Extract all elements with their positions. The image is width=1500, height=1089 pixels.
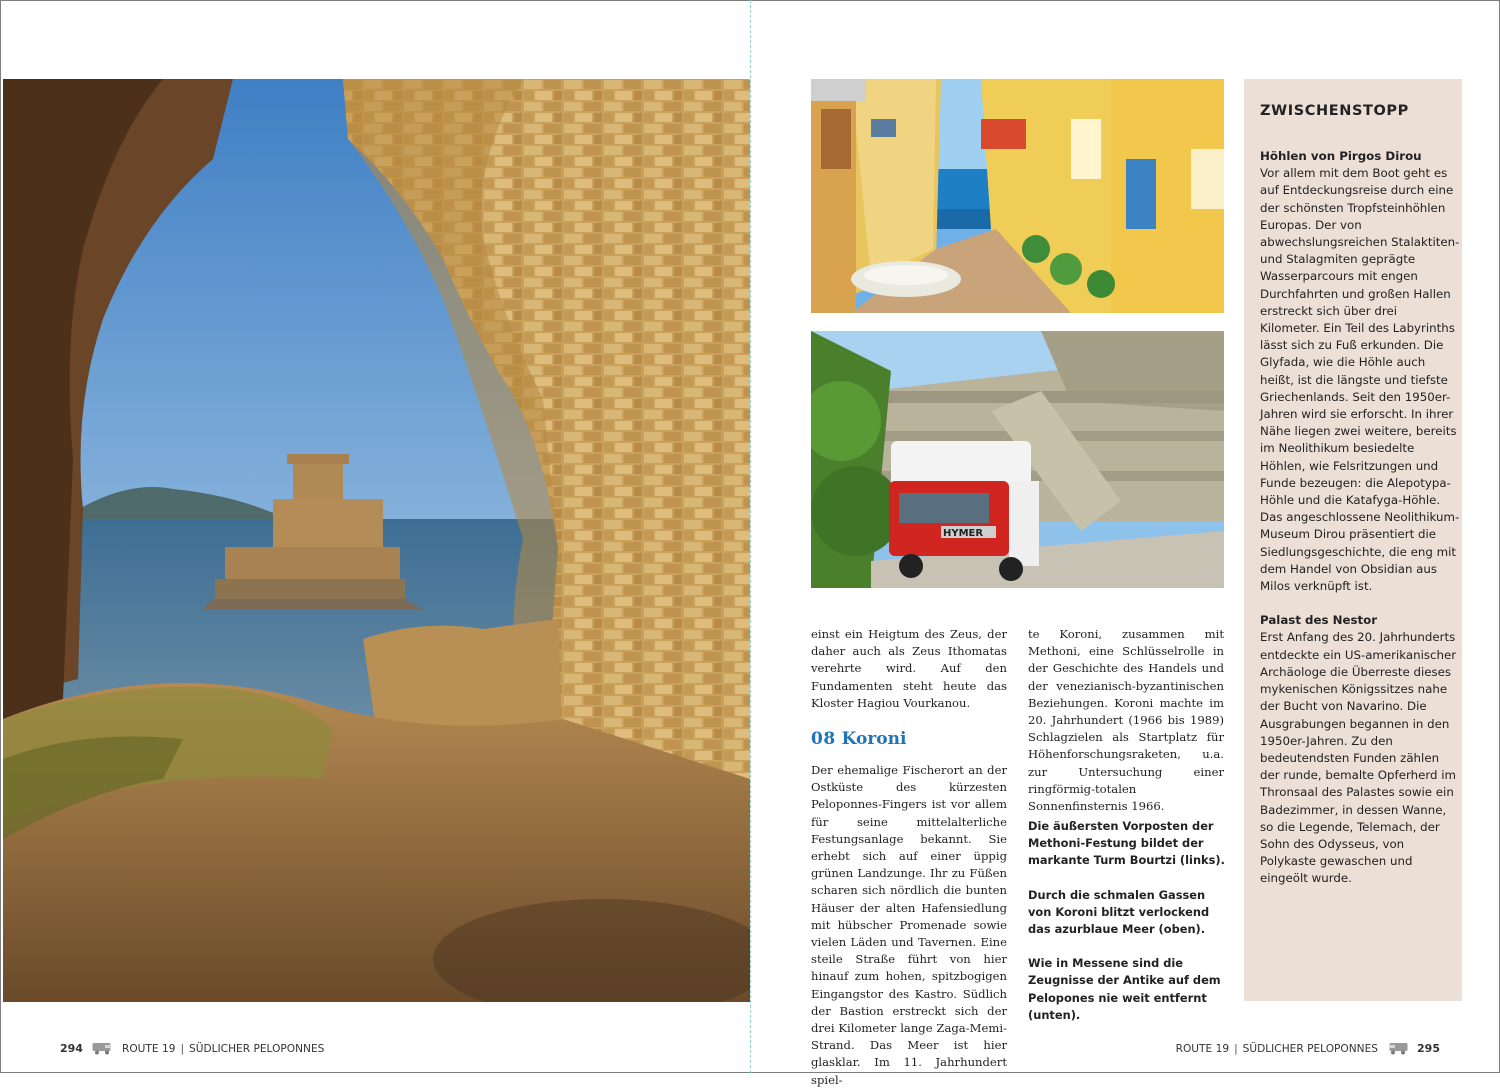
page-number-left: 294 <box>60 1042 83 1055</box>
intro-paragraph: einst ein Heigtum des Zeus, der daher auch als Zeus Ithomatas verehrte wird. Auf den Fundamenten steht heute das Kloster Hagiou Vourkanou. <box>811 627 1007 710</box>
sidebar-entry-text: Vor allem mit dem Boot geht es auf Entdeckungsreise durch eine der schönsten Tropfsteinhöhlen Europas. Der von abwechslungsreichen Stalaktiten- und Stalagmiten geprägte Wasserparcours mit engen Durchfahrten und großen Hallen erstreckt sich über drei Kilometer. Ein Teil des Labyrinths lässt sich zu Fuß erkunden. Die Glyfada, wie die Höhle auch heißt, ist die längste und tiefste Griechenlands. Seit den 1950er-Jahren wird sie erforscht. In ihrer Nähe liegen zwei weitere, bereits im Neolithikum besiedelte Höhlen, wie Felsritzungen und Funde bezeugen: die Alepotypa-Höhle und die Katafyga-Höhle. Das angeschlossene Neolithikum-Museum Dirou präsentiert die Siedlungsgeschichte, die eng mit dem Handel von Obsidian aus Milos verknüpft ist. <box>1260 166 1460 594</box>
footer-separator: | <box>1234 1042 1238 1055</box>
camper-icon <box>1387 1042 1408 1055</box>
region-label-right: SÜDLICHER PELOPONNES <box>1242 1042 1379 1055</box>
alley-illustration <box>811 79 1224 313</box>
alley-photo <box>811 79 1224 313</box>
route-label-left: ROUTE 19 <box>121 1042 176 1055</box>
sidebar-title: ZWISCHENSTOPP <box>1260 103 1409 119</box>
caption-fortress: Die äußersten Vorposten der Methoni-Festung bildet der markante Turm Bourtzi (links). <box>1028 819 1225 868</box>
route-label-right: ROUTE 19 <box>1175 1042 1230 1055</box>
camper-brand-text: HYMER <box>943 528 984 539</box>
camper-photo <box>811 331 1224 588</box>
sidebar-entry-text: Erst Anfang des 20. Jahrhunderts entdeckte ein US-amerikanischer Archäologe die Überreste dieses mykenischen Königssitzes nahe der Bucht von Navarino. Die Ausgrabungen begannen in den 1950er-Jahren. Zu den bedeutendsten Funden zählen der runde, bemalte Opferherd im Thronsaal des Palastes sowie ein Badezimmer, in dessen Wanne, so die Legende, Telemach, der Sohn des Odysseus, von Polykaste gewaschen und eingeölt wurde. <box>1260 630 1457 886</box>
caption-camper: Wie in Messene sind die Zeugnisse der Antike auf dem Pelopones nie weit entfernt (unten). <box>1028 956 1221 1022</box>
section-number: 08 <box>811 729 836 750</box>
camper-icon <box>92 1042 113 1055</box>
body-column-2 <box>1028 626 1224 815</box>
fortress-photo <box>3 79 750 1002</box>
camper-illustration <box>811 331 1224 588</box>
sidebar-entry-heading: Höhlen von Pirgos Dirou <box>1260 149 1422 163</box>
footer-left <box>60 1042 324 1055</box>
zwischenstopp-sidebar <box>1244 79 1462 1001</box>
region-label-left: SÜDLICHER PELOPONNES <box>189 1042 325 1055</box>
page-number-right: 295 <box>1417 1042 1440 1055</box>
section-heading <box>811 728 1007 750</box>
page-gutter <box>750 0 751 1073</box>
photo-captions <box>1028 818 1228 1041</box>
sidebar-entry-heading: Palast des Nestor <box>1260 613 1378 628</box>
caption-alley: Durch die schmalen Gassen von Koroni blitzt verlockend das azurblaue Meer (oben). <box>1028 887 1210 937</box>
footer-right <box>1176 1042 1440 1055</box>
body-column-1 <box>811 626 1007 1089</box>
column2-paragraph: te Koroni, zusammen mit Methoni, eine Schlüsselrolle in der Geschichte des Handels und der venezianisch-byzantinischen Beziehungen. Koroni machte im 20. Jahrhundert (1966 bis 1989) Schlagzielen als Startplatz für Höhenforschungsraketen, u.a. zur Untersuchung einer ringförmig-totalen Sonnenfinsternis 1966. <box>1028 627 1224 814</box>
section-title: Koroni <box>841 729 907 750</box>
section-paragraph: Der ehemalige Fischerort an der Ostküste des kürzesten Peloponnes-Fingers ist vor allem für seine mittelalterliche Festungsanlage bekannt. Sie erhebt sich auf einer üppig grünen Landzunge. Ihr zu Füßen scharen sich nördlich die bunten Häuser der alten Hafensiedlung mit hübscher Promenade sowie vielen Läden und Tavernen. Eine steile Straße führt von hier hinauf zum hohen, spitzbogigen Eingangstor des Kastro. Südlich der Bastion erstreckt sich der drei Kilometer lange Zaga-Memi-Strand. Das Meer ist hier glasklar. Im 11. Jahrhundert spiel- <box>811 763 1007 1087</box>
footer-separator: | <box>180 1042 185 1055</box>
fortress-illustration <box>3 79 750 1002</box>
